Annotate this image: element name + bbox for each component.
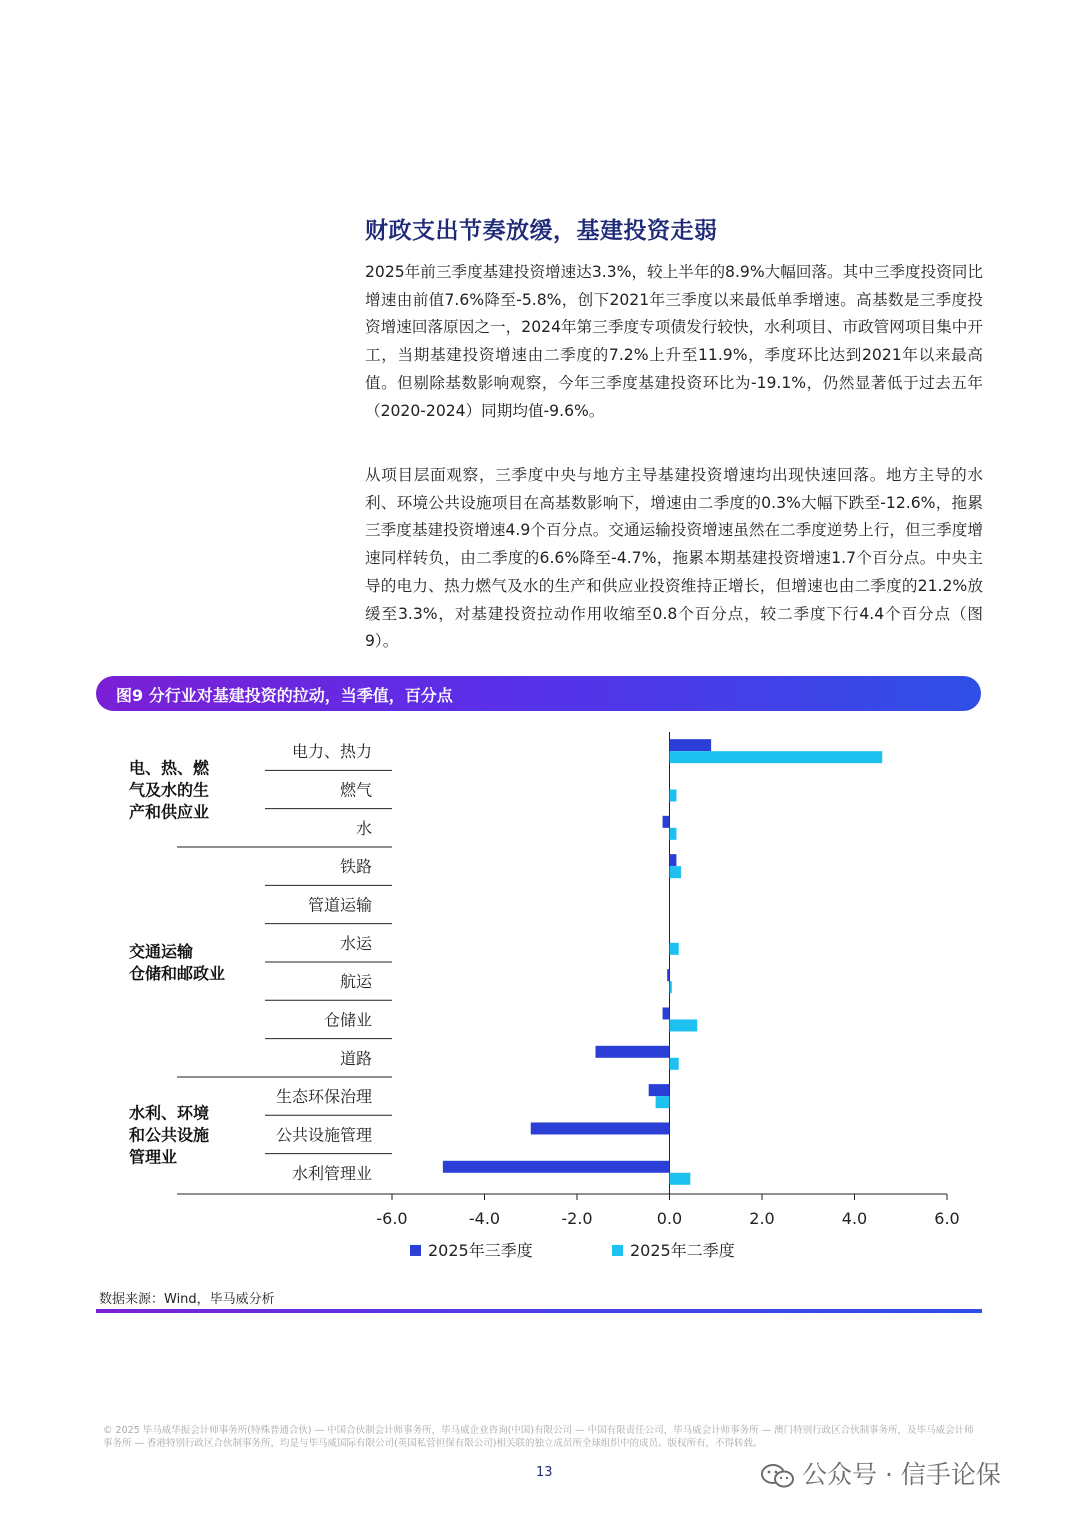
x-tick-label: -4.0 xyxy=(468,1208,501,1228)
category-label: 燃气 xyxy=(339,780,372,800)
category-label: 水 xyxy=(355,818,372,838)
x-tick-label: 4.0 xyxy=(841,1208,868,1228)
category-label: 铁路 xyxy=(339,857,372,877)
bar-q3 xyxy=(667,969,669,981)
paragraph-1: 2025年前三季度基建投资增速达3.3%，较上半年的8.9%大幅回落。其中三季度投资同比增速由前值7.6%降至-5.8%，创下2021年三季度以来最低单季增速。高基数是三季度投资增速回落原因之一，2024年第三季度专项债发行较快，水利项目、市政管网项目集中开工，当期基建投资增速由二季度的7.2%上升至11.9%，季度环比达到2021年以来最高值。但剔除基数影响观察，今年三季度基建投资环比为-19.1%，仍然显著低于过去五年（2020-2024）同期均值-9.6%。 xyxy=(365,263,983,420)
category-label: 公共设施管理 xyxy=(275,1125,372,1145)
figure-title-banner xyxy=(96,676,981,711)
category-label: 航运 xyxy=(339,972,372,992)
legend-label: 2025年二季度 xyxy=(630,1240,735,1260)
legend-swatch xyxy=(612,1245,623,1256)
bar-q3 xyxy=(531,1122,670,1134)
bar-q2 xyxy=(670,866,682,878)
x-tick-label: 2.0 xyxy=(749,1208,775,1228)
bar-q2 xyxy=(670,1019,698,1031)
group-label-line: 仓储和邮政业 xyxy=(129,963,226,983)
bar-q2 xyxy=(670,1173,691,1185)
paragraph-2: 从项目层面观察，三季度中央与地方主导基建投资增速均出现快速回落。地方主导的水利、环境公共设施项目在高基数影响下，增速由二季度的0.3%大幅下跌至-12.6%，拖累三季度基建投资增速4.9个百分点。交通运输投资增速虽然在二季度逆势上行，但三季度增速同样转负，由二季度的6.6%降至-4.7%，拖累本期基建投资增速1.7个百分点。中央主导的电力、热力燃气及水的生产和供应业投资维持正增长，但增速也由二季度的21.2%放缓至3.3%，对基建投资拉动作用收缩至0.8个百分点，较二季度下行4.4个百分点（图9）。 xyxy=(365,466,983,651)
figure-title: 图9 分行业对基建投资的拉动，当季值，百分点 xyxy=(116,686,453,705)
category-label: 水利管理业 xyxy=(291,1163,372,1183)
section-heading: 财政支出节奏放缓，基建投资走弱 xyxy=(365,218,718,244)
bar-q2 xyxy=(670,789,677,801)
group-label-line: 水利、环境 xyxy=(129,1103,210,1123)
bar-q2 xyxy=(656,1096,670,1108)
category-label: 水运 xyxy=(339,933,372,953)
bar-q3 xyxy=(670,739,712,751)
legend-swatch xyxy=(410,1245,421,1256)
bar-q2 xyxy=(670,981,672,993)
group-label-line: 和公共设施 xyxy=(129,1125,210,1145)
bar-q3 xyxy=(443,1161,670,1173)
group-label-line: 气及水的生 xyxy=(129,780,210,800)
watermark xyxy=(760,1455,1001,1491)
watermark-text: 公众号 · 信手论保 xyxy=(802,1460,1001,1489)
bar-q3 xyxy=(663,1007,670,1019)
group-label xyxy=(129,942,225,983)
bar-q3 xyxy=(663,816,670,828)
bar-q2 xyxy=(670,751,883,763)
footer-legal: © 2025 毕马威华振会计师事务所(特殊普通合伙) — 中国合伙制会计师事务所，毕马威企业咨询(中国)有限公司 — 中国有限责任公司，毕马威会计师事务所 — 澳门特别行政区合伙制事务所，及毕马威会计师事务所 — 香港特别行政区合伙制事务所，均是与毕马威国际有限公司(英国私营担保有限公司)相关联的独立成员所全球组织中的成员。版权所有，不得转载。 xyxy=(103,1425,974,1449)
bar-q2 xyxy=(670,828,677,840)
x-tick-label: -6.0 xyxy=(376,1208,408,1228)
x-tick-label: 0.0 xyxy=(656,1208,683,1228)
bar-q3 xyxy=(596,1046,670,1058)
legend-label: 2025年三季度 xyxy=(428,1240,533,1260)
group-label-line: 产和供应业 xyxy=(129,802,210,822)
x-tick-label: -2.0 xyxy=(561,1208,593,1228)
group-label xyxy=(129,1103,209,1166)
bottom-rule xyxy=(96,1309,982,1313)
page-number: 13 xyxy=(536,1465,553,1480)
bar-q2 xyxy=(670,943,679,955)
category-label: 道路 xyxy=(339,1048,372,1068)
bar-q3 xyxy=(670,854,677,866)
group-label-line: 管理业 xyxy=(129,1147,178,1167)
category-label: 电力、热力 xyxy=(291,742,372,762)
category-label: 仓储业 xyxy=(323,1010,372,1030)
bar-q2 xyxy=(670,1058,679,1070)
x-tick-label: 6.0 xyxy=(934,1208,960,1228)
data-source: 数据来源：Wind，毕马威分析 xyxy=(99,1292,275,1307)
bar-chart xyxy=(0,720,1080,1280)
bar-q3 xyxy=(649,1084,670,1096)
category-label: 生态环保治理 xyxy=(275,1087,372,1107)
group-label-line: 交通运输 xyxy=(129,941,194,961)
group-label-line: 电、热、燃 xyxy=(129,758,210,778)
category-label: 管道运输 xyxy=(307,895,372,915)
group-label xyxy=(129,758,210,821)
wechat-icon xyxy=(760,1463,796,1489)
